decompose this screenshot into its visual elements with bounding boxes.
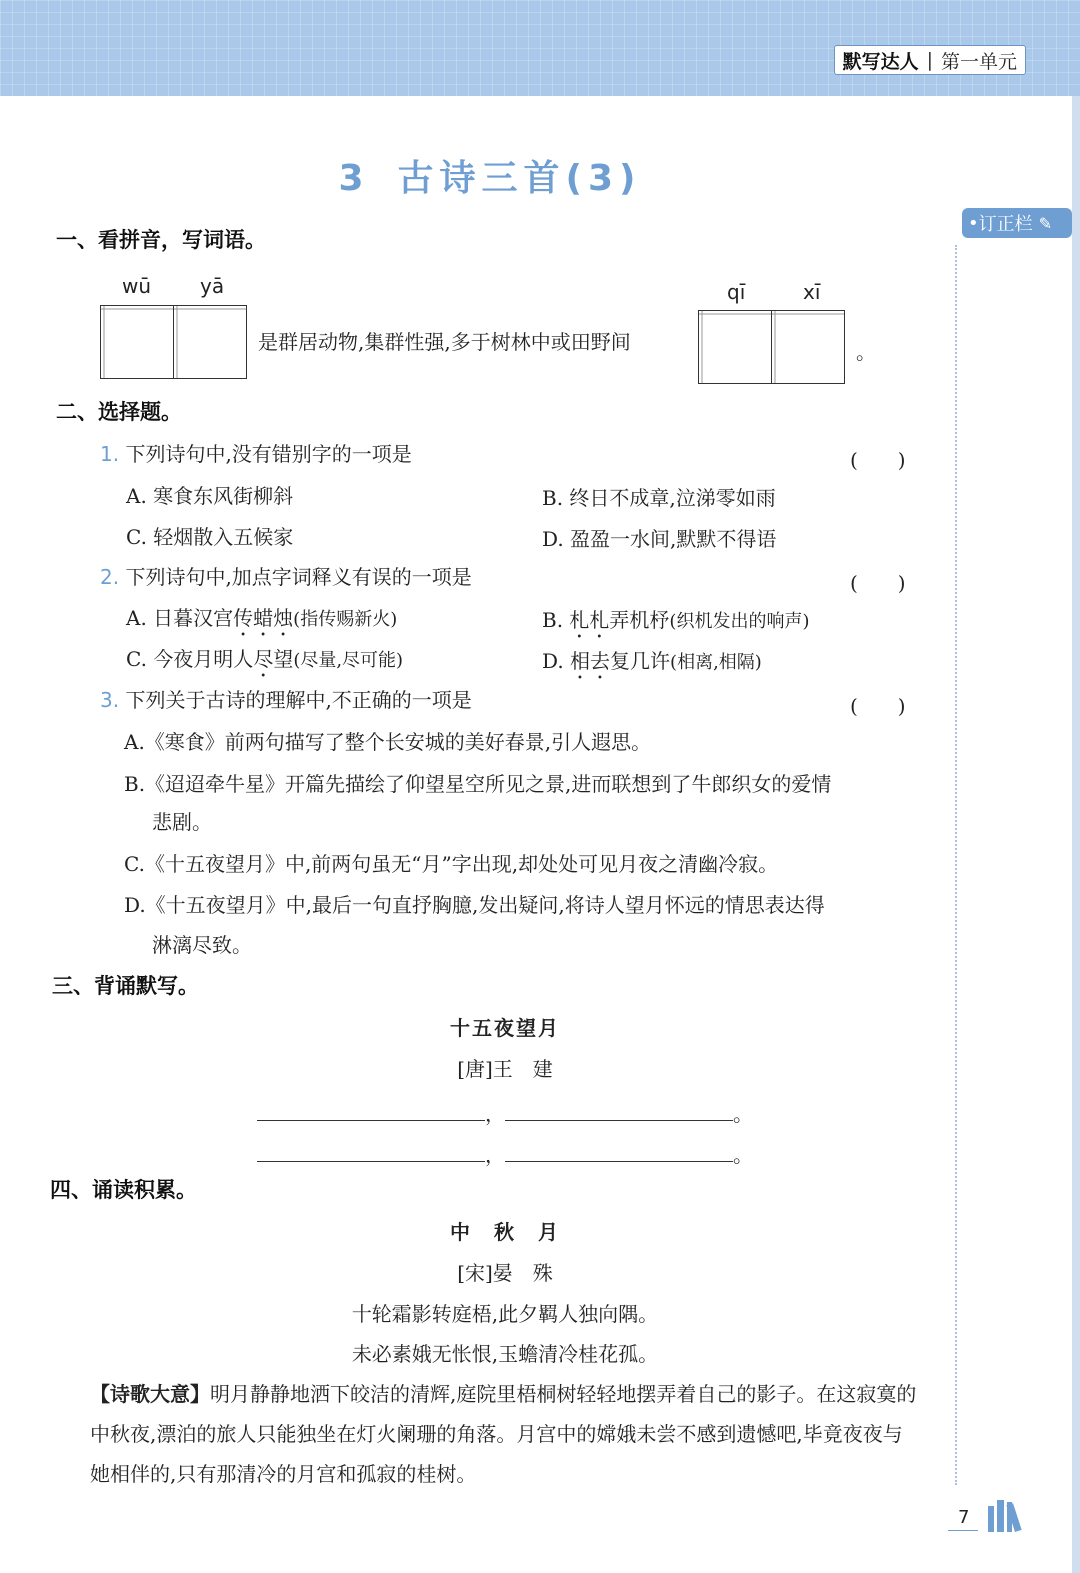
question-2 (100, 561, 472, 590)
poem2-author: [宋]晏 殊 (457, 1261, 553, 1285)
page-edge (1072, 96, 1080, 1573)
section1-end-mark: 。 (856, 340, 876, 364)
pinyin-xi: xī (803, 280, 821, 304)
poem1-title: 十五夜望月 (450, 1016, 560, 1040)
page-number-underline (948, 1530, 978, 1531)
book-title: 默写达人 (842, 50, 919, 73)
option-text: 弄机杼 (609, 608, 670, 632)
question-stem: 下列关于古诗的理解中,不正确的一项是 (125, 688, 472, 712)
pinyin-ya: yā (200, 274, 225, 298)
option-note: (尽量,尽可能) (293, 650, 404, 671)
question-stem: 下列诗句中,加点字词释义有误的一项是 (125, 565, 472, 589)
correction-column-tab (962, 208, 1072, 238)
answer-paren-2[interactable]: ( ) (850, 571, 906, 595)
poem2-title: 中 秋 月 (450, 1220, 560, 1244)
poem2-author-row (0, 1257, 1010, 1286)
unit-label: 第一单元 (940, 50, 1017, 73)
section1-heading: 一、看拼音，写词语。 (56, 228, 266, 252)
option-text: C. 今夜月明人 (126, 647, 254, 671)
lesson-name: 古诗三首(3) (397, 158, 642, 199)
answer-paren-3[interactable]: ( ) (850, 694, 906, 718)
period: 。 (733, 1143, 753, 1167)
lesson-title (0, 150, 980, 201)
comma: ， (485, 1143, 505, 1167)
option-3b-line2: 悲剧。 (152, 810, 212, 834)
poem2-line-1: 十轮霜影转庭梧,此夕羁人独向隅。 (351, 1302, 659, 1326)
option-text: B. (542, 608, 570, 632)
option-2c (126, 643, 403, 682)
dotted-word: 相去 (570, 649, 611, 673)
poem-meaning-label: 【诗歌大意】 (90, 1382, 210, 1406)
poem2-line-1-row (0, 1298, 1010, 1327)
option-1d: D. 盈盈一水间,默默不得语 (542, 527, 777, 551)
option-1c: C. 轻烟散入五候家 (126, 525, 294, 549)
poem2-line-2: 未必素娥无怅恨,玉蟾清冷桂花孤。 (351, 1342, 659, 1366)
dictation-blank[interactable] (257, 1145, 485, 1162)
dotted-word: 尽 (253, 647, 274, 671)
lesson-number: 3 (338, 158, 370, 199)
dictation-blank[interactable] (505, 1145, 733, 1162)
poem1-author: [唐]王 建 (457, 1057, 553, 1081)
question-stem: 下列诗句中,没有错别字的一项是 (125, 442, 412, 466)
answer-paren-1[interactable]: ( ) (850, 448, 906, 472)
question-number: 2. (100, 565, 120, 589)
option-text: 望 (273, 647, 294, 671)
option-3c: C.《十五夜望月》中,前两句虽无“月”字出现,却处处可见月夜之清幽冷寂。 (124, 852, 779, 876)
pinyin-qi: qī (727, 280, 746, 304)
comma: ， (485, 1102, 505, 1126)
pencil-icon: ✎ (1038, 213, 1053, 233)
section3-heading: 三、背诵默写。 (52, 974, 199, 998)
books-icon (988, 1498, 1028, 1532)
question-number: 1. (100, 442, 120, 466)
option-note: (织机发出的响声) (669, 611, 810, 632)
option-3b-line1: B.《迢迢牵牛星》开篇先描绘了仰望星空所见之景,进而联想到了牛郎织女的爱情 (124, 772, 832, 796)
option-text: A. 日暮汉宫 (126, 606, 234, 630)
option-note: (指传赐新火) (293, 609, 398, 630)
writing-cell[interactable] (771, 310, 845, 384)
option-3d-line1: D.《十五夜望月》中,最后一句直抒胸臆,发出疑问,将诗人望月怀远的情思表达得 (124, 893, 825, 917)
writing-cell[interactable] (100, 305, 174, 379)
period: 。 (733, 1102, 753, 1126)
dotted-word: 札札 (569, 608, 610, 632)
option-2d (542, 645, 762, 684)
question-number: 3. (100, 688, 120, 712)
option-2a (126, 602, 397, 641)
question-1 (100, 438, 412, 467)
pinyin-wu: wū (122, 274, 152, 298)
writing-grid-2[interactable] (698, 310, 843, 384)
option-1a: A. 寒食东风街柳斜 (126, 484, 294, 508)
option-3a: A.《寒食》前两句描写了整个长安城的美好春景,引人遐思。 (124, 730, 652, 754)
writing-grid-1[interactable] (100, 305, 245, 379)
question-3 (100, 684, 472, 713)
header-separator: | (926, 49, 933, 71)
section1-sentence: 是群居动物,集群性强,多于树林中或田野间 (258, 330, 631, 354)
dictation-row-1 (0, 1098, 1010, 1127)
dictation-blank[interactable] (505, 1104, 733, 1121)
page-number: 7 (958, 1507, 970, 1528)
dictation-blank[interactable] (257, 1104, 485, 1121)
dictation-row-2 (0, 1139, 1010, 1168)
option-note: (相离,相隔) (670, 652, 762, 673)
poem1-author-row (0, 1053, 1010, 1082)
poem-meaning (90, 1374, 920, 1494)
poem2-title-row (0, 1216, 1010, 1245)
option-2b (542, 604, 809, 643)
correction-tab-label: 订正栏 (978, 214, 1033, 235)
option-text: D. (542, 649, 571, 673)
correction-tab-dot: • (968, 212, 979, 234)
option-text: 复几许 (610, 649, 671, 673)
poem-meaning-text: 明月静静地洒下皎洁的清辉,庭院里梧桐树轻轻地摆弄着自己的影子。在这寂寞的中秋夜,漂泊的旅人只能独坐在灯火阑珊的角落。月宫中的嫦娥未尝不感到遗憾吧,毕竟夜夜与她相伴的,只有那清冷的月宫和孤寂的桂树。 (90, 1382, 917, 1486)
poem2-line-2-row (0, 1338, 1010, 1367)
dotted-word: 传蜡烛 (233, 606, 294, 630)
section4-heading: 四、诵读积累。 (50, 1178, 197, 1202)
poem1-title-row (0, 1012, 1010, 1041)
writing-cell[interactable] (173, 305, 247, 379)
writing-cell[interactable] (698, 310, 772, 384)
section2-heading: 二、选择题。 (56, 400, 182, 424)
header-tag (834, 45, 1026, 75)
option-3d-line2: 淋漓尽致。 (152, 933, 252, 957)
option-1b: B. 终日不成章,泣涕零如雨 (542, 486, 776, 510)
